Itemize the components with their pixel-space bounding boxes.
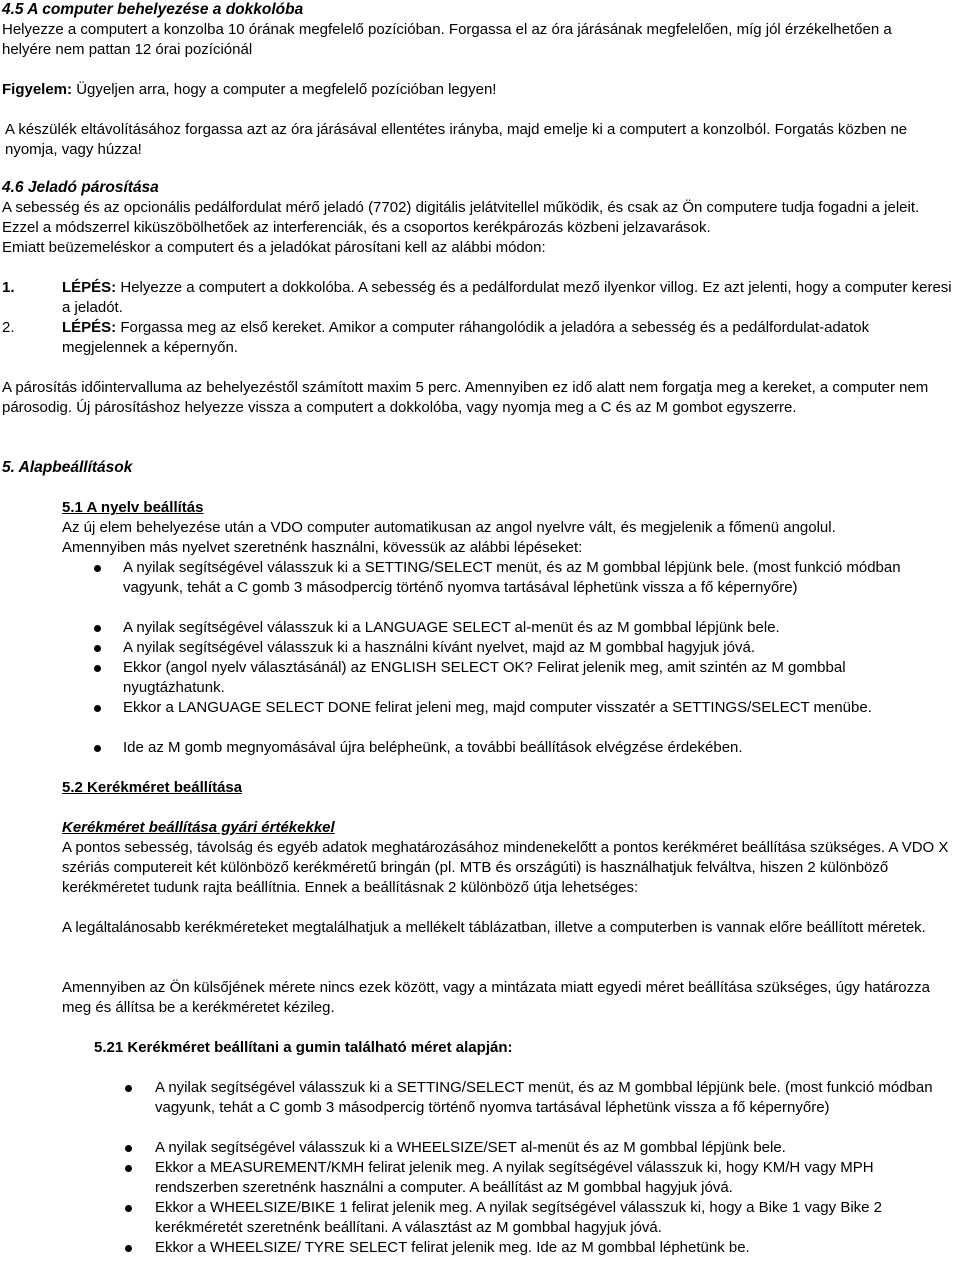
step-text: Helyezze a computert a dokkolóba. A sebesség és a pedálfordulat mező ilyenkor villog. Ez azt jelenti, hogy a computer keresi a jeladót.: [62, 279, 952, 316]
section-5-1-title-text: 5.1 A nyelv beállítás: [62, 499, 204, 516]
section-4-6-paragraph-3: A párosítás időintervalluma az behelyezéstől számított maxim 5 perc. Amennyiben ez idő alatt nem forgatja meg a kereket, a computer nem párosodig. Új párosításhoz helyezze vissza a computert a dokkolóba, vagy nyomja meg a C és az M gombot egyszerre.: [2, 379, 929, 416]
list-item-text: Ekkor a WHEELSIZE/BIKE 1 felirat jelenik meg. A nyilak segítségével válasszuk ki, hogy a Bike 1 vagy Bike 2 kerékméretét szeretnénk beállítani. A választást az M gombbal hagyjuk jóvá.: [155, 1199, 883, 1236]
step-item: [2, 278, 952, 316]
section-5-2-paragraph-3: Amennyiben az Ön külsőjének mérete nincs ezek között, vagy a mintázata miatt egyedi méret beállítása szükséges, úgy határozza meg és állítsa be a kerékméretet kézileg.: [62, 979, 930, 1016]
list-item-text: A nyilak segítségével válasszuk ki a SETTING/SELECT menüt, és az M gombbal lépjünk bele. (most funkció módban vagyunk, tehát a C gomb 3 másodpercig történő nyomva tartásával léphetünk vissza a fő képernyőre): [155, 1079, 933, 1116]
section-5-2-title-text: 5.2 Kerékméret beállítása: [62, 779, 243, 796]
list-item-text: Ekkor a WHEELSIZE/ TYRE SELECT felirat jelenik meg. Ide az M gombbal léphetünk be.: [155, 1239, 750, 1256]
section-5-2-title: [62, 778, 662, 798]
step-text: Forgassa meg az első kereket. Amikor a computer ráhangolódik a jeladóra a sebesség és a pedálfordulat-adatok megjelennek a képernyőn.: [62, 319, 870, 356]
step-item: [2, 318, 952, 356]
bullet-icon: [94, 705, 101, 712]
list-item-text: Ekkor a MEASUREMENT/KMH felirat jelenik meg. A nyilak segítségével válasszuk ki, hogy KM/H vagy MPH rendszerben szeretnénk használni a computer. A beállítást az M gombbal hagyjuk jóvá.: [155, 1159, 874, 1196]
list-item-text: A nyilak segítségével válasszuk ki a LANGUAGE SELECT al-menüt és az M gombbal lépjünk bele.: [123, 619, 780, 636]
section-4-5-paragraph-2: A készülék eltávolításához forgassa azt az óra járásával ellentétes irányba, majd emelje ki a computert a konzolból. Forgatás közben ne nyomja, vagy húzza!: [5, 121, 908, 158]
bullet-icon: [125, 1245, 132, 1252]
step-number: 1.: [2, 279, 15, 296]
section-4-6-paragraph-2: Emiatt beüzemeléskor a computert és a jeladókat párosítani kell az alábbi módon:: [2, 239, 546, 256]
section-4-5-title: 4.5 A computer behelyezése a dokkolóba: [2, 1, 304, 18]
bullet-icon: [125, 1085, 132, 1092]
list-item-text: A nyilak segítségével válasszuk ki a használni kívánt nyelvet, majd az M gombbal hagyjuk jóvá.: [123, 639, 755, 656]
bullet-icon: [94, 565, 101, 572]
section-5-1-title: [62, 498, 662, 518]
bullet-icon: [125, 1145, 132, 1152]
bullet-icon: [94, 665, 101, 672]
section-4-5-paragraph-1: Helyezze a computert a konzolba 10 órának megfelelő pozícióban. Forgassa el az óra járásának megfelelően, míg jól érzékelhetően a helyére nem pattan 12 órai pozíciónál: [2, 21, 892, 58]
section-4-6-paragraph-1: A sebesség és az opcionális pedálfordulat mérő jeladó (7702) digitális jelátvitellel működik, és csak az Ön computere tudja fogadni a jeleit. Ezzel a módszerrel kiküszöbölhetőek az interferenciák, és a csoportos kerékpározás közbeni jelzavarások.: [2, 199, 920, 236]
bullet-icon: [94, 645, 101, 652]
section-5-21-title: 5.21 Kerékméret beállítani a gumin található méret alapján:: [94, 1039, 513, 1056]
list-item-text: Ide az M gomb megnyomásával újra belépheünk, a további beállítások elvégzése érdekében.: [123, 739, 743, 756]
warning-text: Ügyeljen arra, hogy a computer a megfelelő pozícióban legyen!: [72, 81, 497, 98]
step-label: LÉPÉS:: [62, 319, 117, 336]
section-5-1-paragraph-2: Amennyiben más nyelvet szeretnénk használni, kövessük az alábbi lépéseket:: [62, 539, 583, 556]
step-label: LÉPÉS:: [62, 279, 117, 296]
list-item-text: Ekkor a LANGUAGE SELECT DONE felirat jeleni meg, majd computer visszatér a SETTINGS/SELECT menübe.: [123, 699, 872, 716]
section-5-title: 5. Alapbeállítások: [2, 459, 133, 476]
section-5-2-paragraph-2: A legáltalánosabb kerékméreteket megtalálhatjuk a mellékelt táblázatban, illetve a computerben is vannak előre beállított méretek.: [62, 919, 926, 936]
section-5-2-subtitle: [62, 818, 662, 838]
bullet-icon: [125, 1165, 132, 1172]
warning-label: Figyelem:: [2, 81, 73, 98]
section-5-2-subtitle-text: Kerékméret beállítása gyári értékekkel: [62, 819, 335, 836]
section-5-1-paragraph-1: Az új elem behelyezése után a VDO computer automatikusan az angol nyelvre vált, és megjelenik a főmenü angolul.: [62, 519, 836, 536]
bullet-icon: [125, 1205, 132, 1212]
section-4-6-title: 4.6 Jeladó párosítása: [2, 179, 159, 196]
list-item-text: A nyilak segítségével válasszuk ki a SETTING/SELECT menüt, és az M gombbal lépjünk bele. (most funkció módban vagyunk, tehát a C gomb 3 másodpercig történő nyomva tartásával léphetünk vissza a fő képernyőre): [123, 559, 901, 596]
section-5-2-paragraph-1: A pontos sebesség, távolság és egyéb adatok meghatározásához mindenekelőtt a pontos kerékméret beállítása szükséges. A VDO X szériás computereit két különböző kerékméretű bringán (pl. MTB és országúti) is használhatjuk felváltva, hiszen 2 különböző kerékméretet tudunk rajta beállítnia. Ennek a beállításnak 2 különböző útja lehetséges:: [62, 839, 949, 896]
list-item-text: A nyilak segítségével válasszuk ki a WHEELSIZE/SET al-menüt és az M gombbal lépjünk bele.: [155, 1139, 786, 1156]
section-4-5-warning: [2, 80, 952, 100]
bullet-icon: [94, 625, 101, 632]
list-item-text: Ekkor (angol nyelv választásánál) az ENGLISH SELECT OK? Felirat jelenik meg, amit szintén az M gombbal nyugtázhatunk.: [123, 659, 846, 696]
step-number: 2.: [2, 319, 15, 336]
bullet-icon: [94, 745, 101, 752]
